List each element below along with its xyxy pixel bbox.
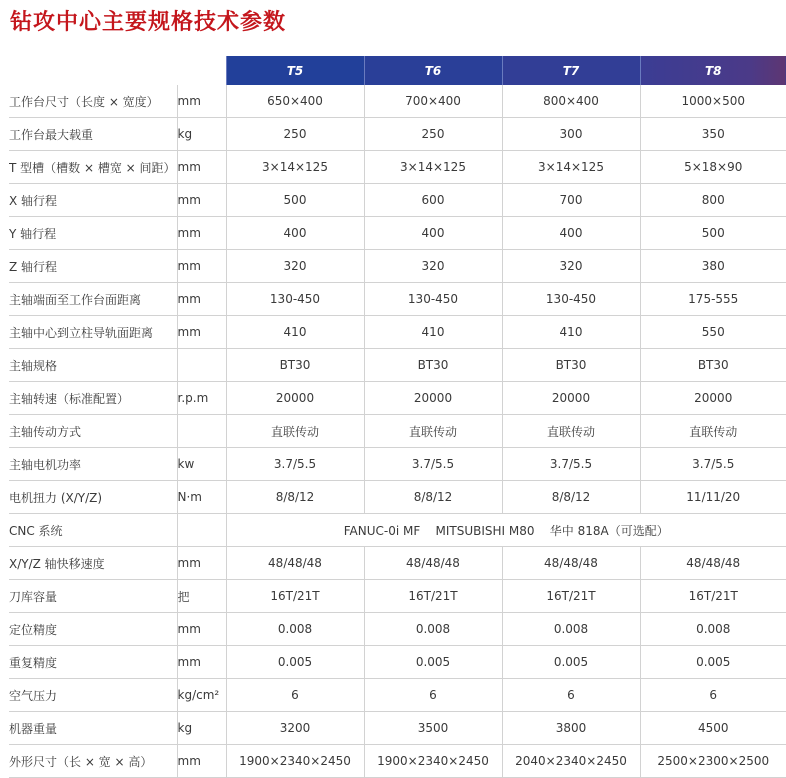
param-value: 6 <box>226 679 364 712</box>
table-row <box>9 712 786 745</box>
param-value: 直联传动 <box>640 415 786 448</box>
table-header-row <box>9 56 786 85</box>
param-value: 700 <box>502 184 640 217</box>
param-unit: mm <box>177 316 226 349</box>
param-value: 6 <box>640 679 786 712</box>
param-label: T 型槽（槽数 × 槽宽 × 间距） <box>9 151 177 184</box>
param-value: 2040×2340×2450 <box>502 745 640 778</box>
param-label: 机器重量 <box>9 712 177 745</box>
param-unit: kg/cm² <box>177 679 226 712</box>
param-value: 300 <box>502 118 640 151</box>
param-value: 16T/21T <box>640 580 786 613</box>
model-header: T6 <box>364 56 502 85</box>
param-unit <box>177 349 226 382</box>
param-value: 550 <box>640 316 786 349</box>
param-label: 主轴中心到立柱导轨面距离 <box>9 316 177 349</box>
param-value: 410 <box>364 316 502 349</box>
param-unit: kg <box>177 118 226 151</box>
param-value: 0.008 <box>640 613 786 646</box>
param-value: 250 <box>364 118 502 151</box>
model-header: T7 <box>502 56 640 85</box>
param-label: X/Y/Z 轴快移速度 <box>9 547 177 580</box>
param-value: 500 <box>226 184 364 217</box>
table-row <box>9 217 786 250</box>
param-value: 320 <box>502 250 640 283</box>
table-row <box>9 679 786 712</box>
param-value: 48/48/48 <box>364 547 502 580</box>
param-value: 400 <box>364 217 502 250</box>
table-row <box>9 184 786 217</box>
param-unit: 把 <box>177 580 226 613</box>
param-unit: mm <box>177 250 226 283</box>
param-unit: kw <box>177 448 226 481</box>
table-row <box>9 547 786 580</box>
table-row <box>9 85 786 118</box>
param-value: 3×14×125 <box>502 151 640 184</box>
table-row <box>9 415 786 448</box>
table-row <box>9 745 786 778</box>
param-value: 600 <box>364 184 502 217</box>
param-unit: mm <box>177 646 226 679</box>
param-unit: mm <box>177 613 226 646</box>
param-unit: kg <box>177 712 226 745</box>
param-label: Z 轴行程 <box>9 250 177 283</box>
param-value: 0.005 <box>364 646 502 679</box>
table-row <box>9 349 786 382</box>
cnc-options: FANUC-0i MF MITSUBISHI M80 华中 818A（可选配） <box>226 514 786 547</box>
param-value: 3.7/5.5 <box>364 448 502 481</box>
param-value: 650×400 <box>226 85 364 118</box>
param-value: 直联传动 <box>226 415 364 448</box>
param-value: 3.7/5.5 <box>640 448 786 481</box>
param-label: 工作台最大载重 <box>9 118 177 151</box>
param-value: 6 <box>502 679 640 712</box>
param-label: 主轴规格 <box>9 349 177 382</box>
param-value: 3500 <box>364 712 502 745</box>
param-value: BT30 <box>364 349 502 382</box>
param-value: 3×14×125 <box>364 151 502 184</box>
param-value: 130-450 <box>364 283 502 316</box>
param-value: 8/8/12 <box>226 481 364 514</box>
param-value: 8/8/12 <box>364 481 502 514</box>
table-row <box>9 283 786 316</box>
param-value: 0.005 <box>502 646 640 679</box>
param-value: 3.7/5.5 <box>502 448 640 481</box>
param-value: 16T/21T <box>502 580 640 613</box>
table-row <box>9 151 786 184</box>
param-value: 250 <box>226 118 364 151</box>
header-blank-unit <box>177 56 226 85</box>
table-row <box>9 118 786 151</box>
param-value: 48/48/48 <box>502 547 640 580</box>
param-value: 500 <box>640 217 786 250</box>
param-value: 20000 <box>640 382 786 415</box>
header-blank-label <box>9 56 177 85</box>
param-value: 0.005 <box>640 646 786 679</box>
param-label: 外形尺寸（长 × 宽 × 高） <box>9 745 177 778</box>
param-label: 工作台尺寸（长度 × 宽度） <box>9 85 177 118</box>
model-header: T8 <box>640 56 786 85</box>
param-value: 130-450 <box>226 283 364 316</box>
param-label: 主轴传动方式 <box>9 415 177 448</box>
param-value: 410 <box>502 316 640 349</box>
param-unit: mm <box>177 745 226 778</box>
param-unit: mm <box>177 217 226 250</box>
param-value: 48/48/48 <box>226 547 364 580</box>
param-label: 主轴转速（标准配置） <box>9 382 177 415</box>
param-value: 8/8/12 <box>502 481 640 514</box>
param-value: BT30 <box>640 349 786 382</box>
param-value: BT30 <box>226 349 364 382</box>
param-value: 410 <box>226 316 364 349</box>
table-row <box>9 250 786 283</box>
param-value: 3200 <box>226 712 364 745</box>
param-value: 48/48/48 <box>640 547 786 580</box>
param-value: 20000 <box>226 382 364 415</box>
spec-table-body <box>9 85 786 778</box>
param-unit: mm <box>177 184 226 217</box>
table-row <box>9 580 786 613</box>
param-unit: r.p.m <box>177 382 226 415</box>
param-value: 直联传动 <box>364 415 502 448</box>
param-unit: mm <box>177 283 226 316</box>
param-unit: mm <box>177 85 226 118</box>
param-value: 0.008 <box>364 613 502 646</box>
param-label: Y 轴行程 <box>9 217 177 250</box>
table-row <box>9 613 786 646</box>
param-value: BT30 <box>502 349 640 382</box>
param-unit: mm <box>177 151 226 184</box>
param-value: 320 <box>226 250 364 283</box>
param-label: 主轴电机功率 <box>9 448 177 481</box>
param-value: 1900×2340×2450 <box>226 745 364 778</box>
table-row <box>9 448 786 481</box>
param-unit <box>177 415 226 448</box>
param-value: 0.008 <box>226 613 364 646</box>
param-value: 16T/21T <box>364 580 502 613</box>
param-label: 定位精度 <box>9 613 177 646</box>
param-value: 6 <box>364 679 502 712</box>
param-label: X 轴行程 <box>9 184 177 217</box>
param-value: 400 <box>226 217 364 250</box>
param-value: 5×18×90 <box>640 151 786 184</box>
param-value: 4500 <box>640 712 786 745</box>
model-header: T5 <box>226 56 364 85</box>
spec-table <box>9 56 786 778</box>
param-value: 380 <box>640 250 786 283</box>
param-label: 主轴端面至工作台面距离 <box>9 283 177 316</box>
param-value: 20000 <box>502 382 640 415</box>
table-row <box>9 514 786 547</box>
param-label: 刀库容量 <box>9 580 177 613</box>
param-value: 400 <box>502 217 640 250</box>
param-value: 800 <box>640 184 786 217</box>
param-value: 800×400 <box>502 85 640 118</box>
table-row <box>9 382 786 415</box>
page-title: 钻攻中心主要规格技术参数 <box>10 10 287 35</box>
param-value: 直联传动 <box>502 415 640 448</box>
param-value: 320 <box>364 250 502 283</box>
table-row <box>9 646 786 679</box>
param-value: 350 <box>640 118 786 151</box>
param-label: 电机扭力 (X/Y/Z) <box>9 481 177 514</box>
param-value: 11/11/20 <box>640 481 786 514</box>
param-value: 3.7/5.5 <box>226 448 364 481</box>
param-value: 1900×2340×2450 <box>364 745 502 778</box>
param-label: 重复精度 <box>9 646 177 679</box>
param-value: 2500×2300×2500 <box>640 745 786 778</box>
param-value: 0.008 <box>502 613 640 646</box>
param-value: 700×400 <box>364 85 502 118</box>
param-label: CNC 系统 <box>9 514 177 547</box>
param-value: 3800 <box>502 712 640 745</box>
param-value: 130-450 <box>502 283 640 316</box>
param-value: 1000×500 <box>640 85 786 118</box>
param-unit: mm <box>177 547 226 580</box>
param-value: 20000 <box>364 382 502 415</box>
param-label: 空气压力 <box>9 679 177 712</box>
param-value: 0.005 <box>226 646 364 679</box>
param-value: 16T/21T <box>226 580 364 613</box>
table-row <box>9 481 786 514</box>
table-row <box>9 316 786 349</box>
param-unit: N·m <box>177 481 226 514</box>
param-value: 3×14×125 <box>226 151 364 184</box>
param-unit <box>177 514 226 547</box>
param-value: 175-555 <box>640 283 786 316</box>
